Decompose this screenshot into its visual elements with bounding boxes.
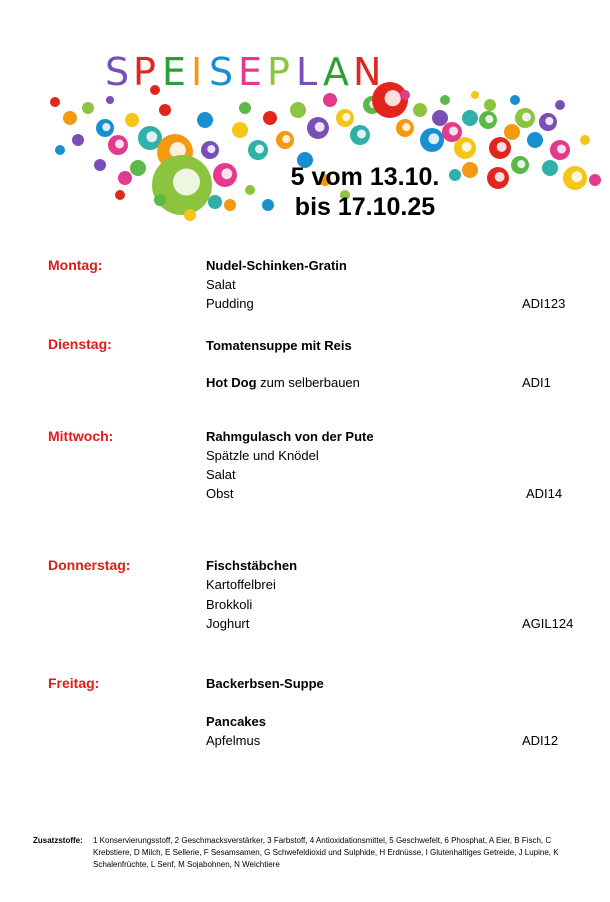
- header-banner: [0, 0, 610, 240]
- decorative-dot: [245, 185, 255, 195]
- dish-wednesday-salad: Salat: [206, 467, 236, 482]
- additive-code-friday: ADI12: [522, 733, 559, 748]
- decorative-dot: [154, 194, 166, 206]
- decorative-dot: [527, 132, 543, 148]
- title-letter: P: [133, 50, 156, 94]
- hand-icon: [517, 160, 525, 168]
- decorative-dot: [484, 99, 496, 111]
- decorative-dot: [555, 100, 565, 110]
- decorative-dot: [115, 190, 125, 200]
- decorative-dot: [471, 91, 479, 99]
- title-letter: S: [105, 50, 130, 94]
- hand-icon: [255, 145, 264, 154]
- decorative-dot: [263, 111, 277, 125]
- decorative-dot: [440, 95, 450, 105]
- hand-icon: [315, 122, 325, 132]
- decorative-dot: [184, 209, 196, 221]
- decorative-dot: [94, 159, 106, 171]
- hand-icon: [402, 123, 410, 131]
- decorative-dot: [82, 102, 94, 114]
- decorative-dot: [224, 199, 236, 211]
- hand-icon: [545, 117, 553, 125]
- dish-thursday-dessert: Joghurt: [206, 616, 250, 631]
- day-label-monday: Montag:: [48, 257, 103, 273]
- page-title: [105, 50, 395, 94]
- hand-icon: [522, 113, 531, 122]
- decorative-dot: [510, 95, 520, 105]
- title-letter: L: [296, 50, 318, 94]
- decorative-dot: [504, 124, 520, 140]
- dish-wednesday-dessert: Obst: [206, 486, 234, 501]
- dish-tuesday-main-rest: zum selberbauen: [256, 375, 360, 390]
- decorative-dot: [290, 102, 306, 118]
- hand-icon: [449, 127, 458, 136]
- decorative-dot: [262, 199, 274, 211]
- hand-icon: [571, 171, 582, 182]
- hand-icon: [221, 168, 232, 179]
- hand-icon: [497, 142, 507, 152]
- decorative-dot: [400, 90, 410, 100]
- decorative-dot: [50, 97, 60, 107]
- hand-icon: [173, 169, 200, 196]
- dish-wednesday-main: Rahmgulasch von der Pute: [206, 429, 374, 444]
- day-label-wednesday: Mittwoch:: [48, 428, 114, 444]
- decorative-dot: [130, 160, 146, 176]
- decorative-dot: [432, 110, 448, 126]
- decorative-dot: [159, 104, 171, 116]
- title-letter: E: [238, 50, 263, 94]
- hand-icon: [207, 145, 215, 153]
- dish-friday-side: Apfelmus: [206, 733, 261, 748]
- hand-icon: [428, 133, 439, 144]
- decorative-dot: [589, 174, 601, 186]
- decorative-dot: [197, 112, 213, 128]
- title-letter: P: [267, 50, 290, 94]
- hand-icon: [282, 135, 290, 143]
- dish-thursday-veg: Brokkoli: [206, 597, 253, 612]
- additives-label: Zusatzstoffe:: [33, 836, 83, 845]
- hand-icon: [557, 145, 566, 154]
- dish-tuesday-main: [206, 373, 360, 392]
- decorative-dot: [106, 96, 114, 104]
- decorative-dot: [239, 102, 251, 114]
- additive-code-wednesday: ADI14: [526, 486, 563, 501]
- hand-icon: [495, 172, 505, 182]
- decorative-dot: [542, 160, 558, 176]
- title-letter: N: [353, 50, 382, 94]
- decorative-dot: [55, 145, 65, 155]
- decorative-dot: [125, 113, 139, 127]
- dish-thursday-main: Fischstäbchen: [206, 558, 298, 573]
- dish-monday-main: Nudel-Schinken-Gratin: [206, 258, 347, 273]
- hand-icon: [485, 115, 493, 123]
- day-label-friday: Freitag:: [48, 675, 100, 691]
- dish-wednesday-side: Spätzle und Knödel: [206, 448, 319, 463]
- dish-friday-main: Pancakes: [206, 714, 266, 729]
- dish-monday-dessert: Pudding: [206, 296, 254, 311]
- title-letter: S: [209, 50, 234, 94]
- dish-monday-side: Salat: [206, 277, 236, 292]
- additive-code-thursday: AGIL124: [522, 616, 574, 631]
- title-letter: I: [191, 50, 203, 94]
- hand-icon: [102, 123, 110, 131]
- hand-icon: [342, 113, 350, 121]
- additive-code-tuesday: ADI1: [522, 375, 551, 390]
- hand-icon: [385, 90, 401, 106]
- dish-friday-soup: Backerbsen-Suppe: [206, 676, 324, 691]
- decorative-dot: [462, 162, 478, 178]
- decorative-dot: [118, 171, 132, 185]
- decorative-dot: [72, 134, 84, 146]
- dish-thursday-side: Kartoffelbrei: [206, 577, 276, 592]
- hand-icon: [146, 131, 157, 142]
- decorative-dot: [208, 195, 222, 209]
- decorative-dot: [413, 103, 427, 117]
- decorative-dot: [462, 110, 478, 126]
- decorative-dot: [232, 122, 248, 138]
- decorative-dot: [580, 135, 590, 145]
- week-line-2: bis 17.10.25: [294, 193, 436, 221]
- hand-icon: [357, 130, 366, 139]
- hand-icon: [462, 142, 472, 152]
- decorative-dot: [323, 93, 337, 107]
- title-letter: A: [323, 50, 349, 94]
- week-range: [275, 162, 455, 222]
- additives-text: 1 Konservierungsstoff, 2 Geschmacksverstärker, 3 Farbstoff, 4 Antioxidationsmittel, 5 Geschwefelt, 6 Phosphat, A Eier, B Fisch, C Krebstiere, D Milch, E Sellerie, F Sesamsamen, G Schwefeldioxid und Sulphide, H Erdnüsse, I Glutenhaltiges Getreide, J Lupine, K Schalenfrüchte, L Senf, M Sojabohnen, N Weichtiere: [93, 836, 559, 869]
- dish-tuesday-main-bold: Hot Dog: [206, 375, 257, 390]
- day-label-tuesday: Dienstag:: [48, 336, 112, 352]
- dish-tuesday-soup: Tomatensuppe mit Reis: [206, 338, 352, 353]
- week-line-1: 5 vom 13.10.: [290, 163, 440, 191]
- title-letter: E: [162, 50, 187, 94]
- additive-code-monday: ADI123: [522, 296, 566, 311]
- decorative-dot: [63, 111, 77, 125]
- day-label-thursday: Donnerstag:: [48, 557, 131, 573]
- hand-icon: [115, 140, 124, 149]
